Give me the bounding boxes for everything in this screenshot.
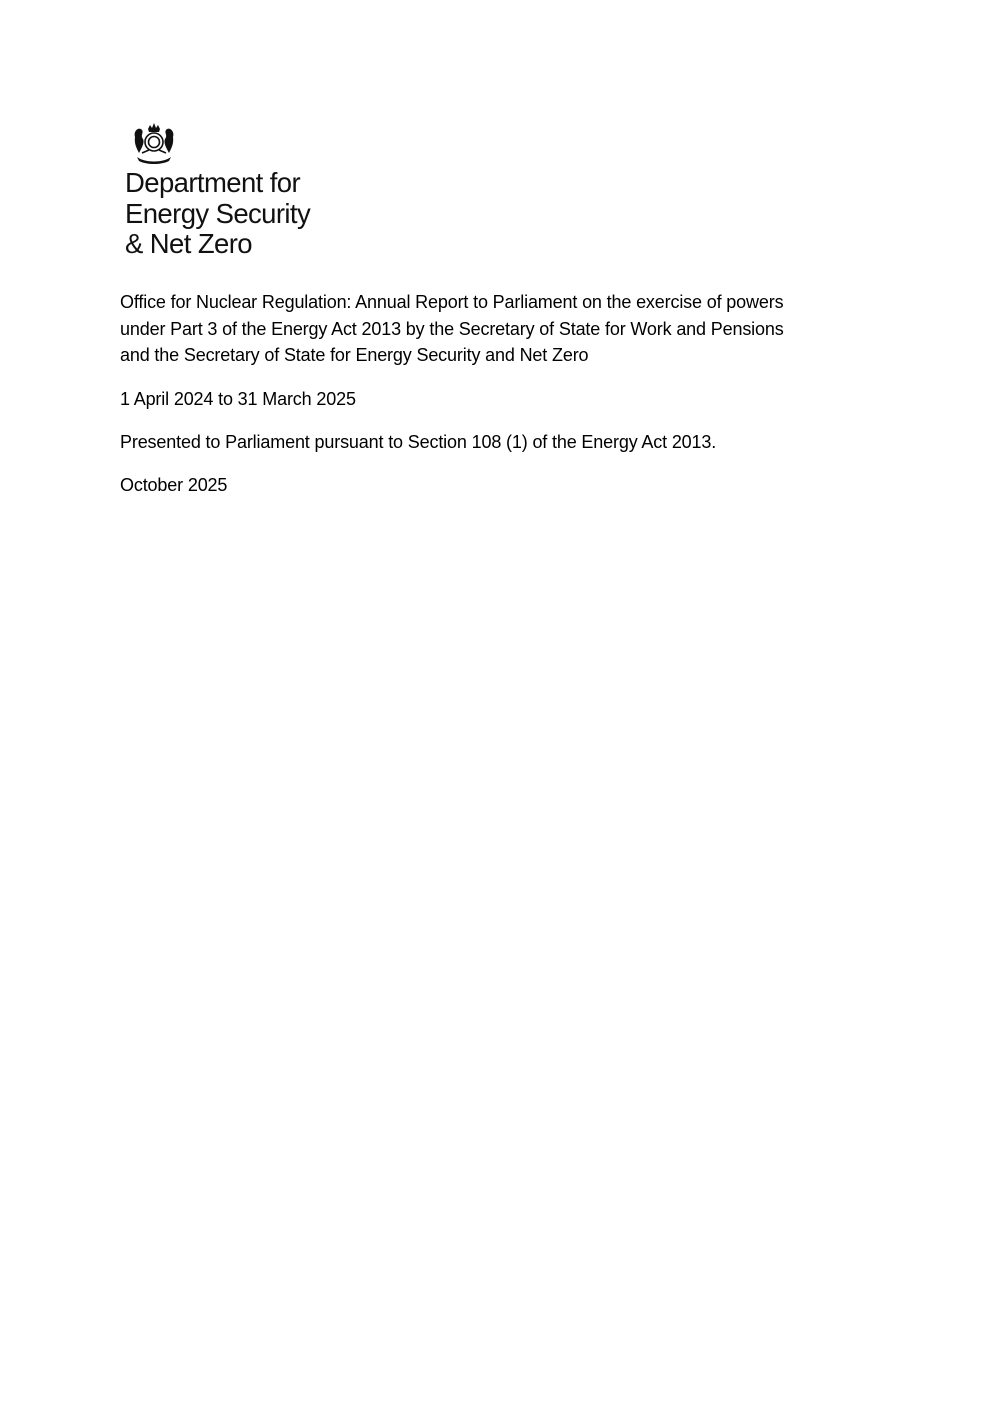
document-title <box>120 289 900 369</box>
document-title-line: under Part 3 of the Energy Act 2013 by the Secretary of State for Work and Pensions <box>120 318 784 339</box>
department-name <box>125 168 310 260</box>
royal-coat-of-arms-icon <box>127 117 181 165</box>
department-name-line: & Net Zero <box>125 228 252 259</box>
document-title-line: Office for Nuclear Regulation: Annual Report to Parliament on the exercise of powers <box>120 292 784 312</box>
document-title-line: and the Secretary of State for Energy Security and Net Zero <box>120 345 589 366</box>
department-name-line: Energy Security <box>125 197 311 229</box>
department-name-line: Department for <box>125 167 301 198</box>
publication-date: October 2025 <box>120 474 228 495</box>
reporting-period: 1 April 2024 to 31 March 2025 <box>120 389 356 410</box>
presentation-statement: Presented to Parliament pursuant to Section 108 (1) of the Energy Act 2013. <box>120 431 717 452</box>
document-body <box>120 289 900 498</box>
